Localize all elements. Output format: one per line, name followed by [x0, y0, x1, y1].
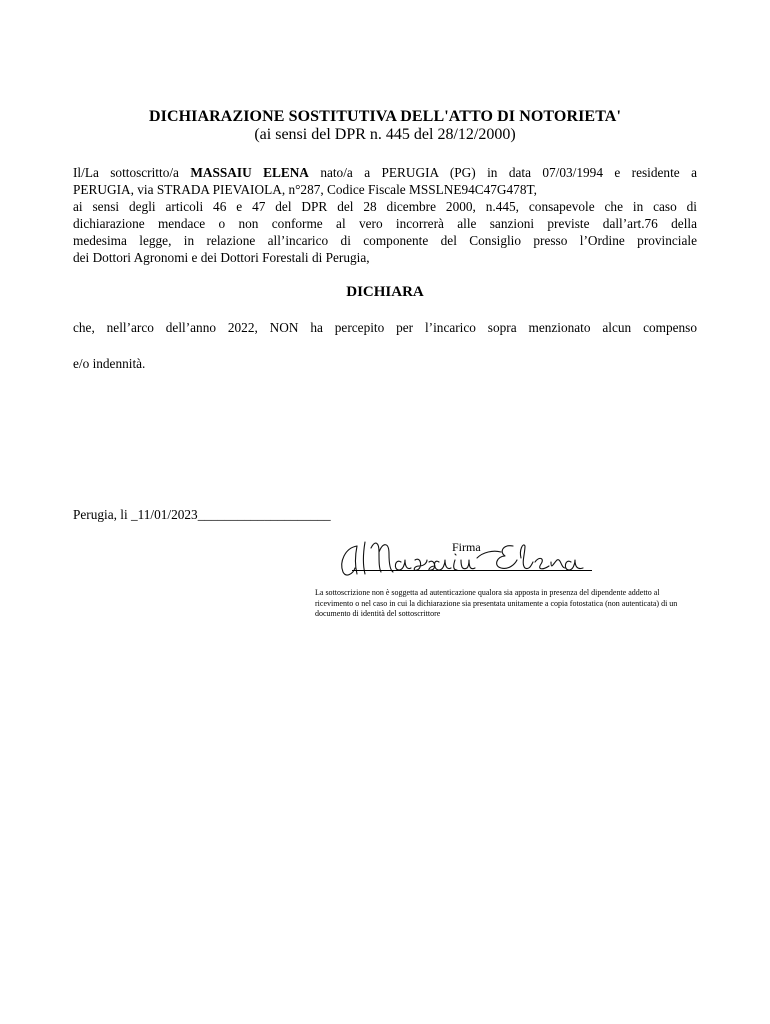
body-line-5: medesima legge, in relazione all’incarico di componente del Consiglio presso l’Ordine provinciale — [73, 233, 697, 248]
declaration-heading: DICHIARA — [346, 284, 424, 300]
body-line-1-suffix: nato/a a PERUGIA (PG) in data 07/03/1994 e residente a — [308, 165, 697, 180]
place-and-date: Perugia, li _11/01/2023____________________ — [73, 507, 331, 522]
body-line-1-prefix: Il/La sottoscritto/a — [73, 165, 191, 180]
declaration-paragraph-1: che, nell’arco dell’anno 2022, NON ha percepito per l’incarico sopra menzionato alcun compenso — [73, 320, 697, 335]
authentication-note: La sottoscrizione non è soggetta ad autenticazione qualora sia apposta in presenza del dipendente addetto al ricevimento o nel caso in cui la dichiarazione sia presentata unitamente a copia fotostatica (non autenticata) di un documento di identità del sottoscrittore — [315, 588, 678, 618]
body-line-1 — [73, 164, 697, 181]
body-line-2: PERUGIA, via STRADA PIEVAIOLA, n°287, Codice Fiscale MSSLNE94C47G478T, — [73, 182, 537, 197]
body-line-3: ai sensi degli articoli 46 e 47 del DPR del 28 dicembre 2000, n.445, consapevole che in caso di — [73, 199, 697, 214]
signature-label: Firma — [452, 540, 481, 554]
declarant-name: MASSAIU ELENA — [190, 165, 309, 180]
body-line-4: dichiarazione mendace o non conforme al vero incorrerà alle sanzioni previste dall’art.76 della — [73, 216, 697, 231]
signature-line — [352, 570, 592, 571]
declaration-paragraph-2: e/o indennità. — [73, 356, 146, 371]
document-title: DICHIARAZIONE SOSTITUTIVA DELL'ATTO DI NOTORIETA' — [148, 108, 621, 125]
declarant-paragraph — [73, 164, 697, 266]
document-subtitle: (ai sensi del DPR n. 445 del 28/12/2000) — [254, 126, 516, 143]
body-line-6: dei Dottori Agronomi e dei Dottori Forestali di Perugia, — [73, 250, 370, 265]
